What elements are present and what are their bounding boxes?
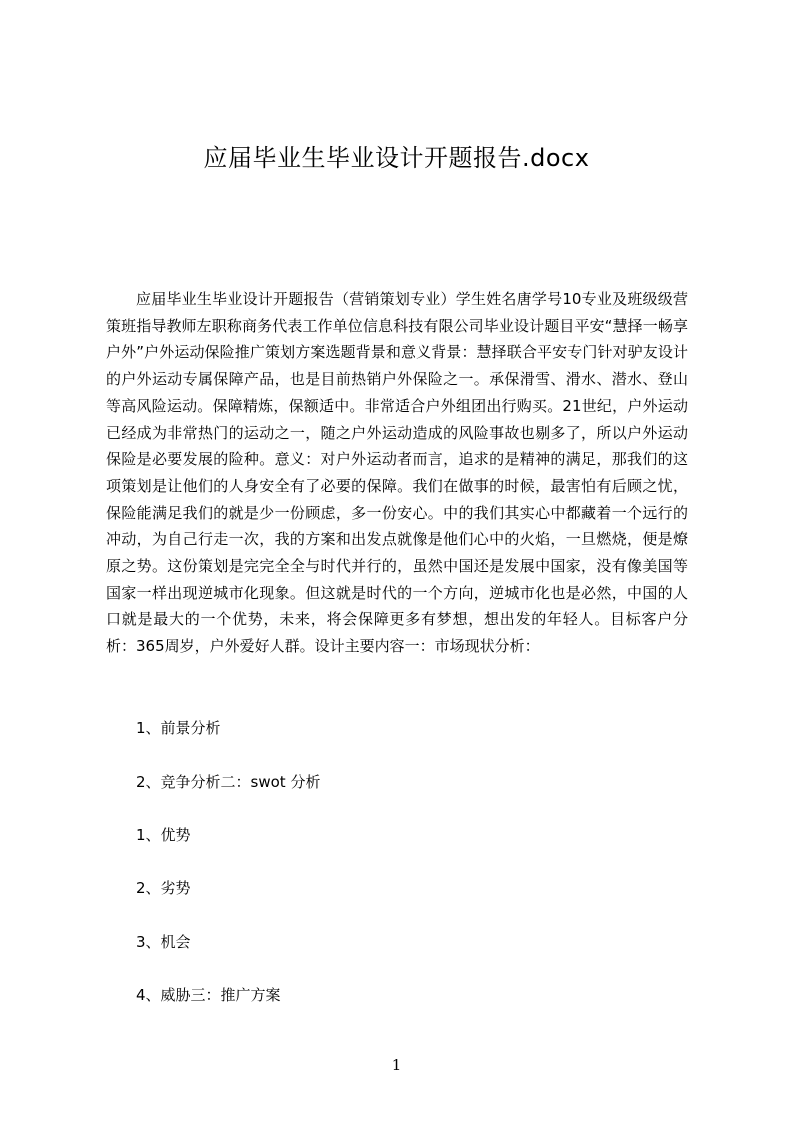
list-item-1: 1、前景分析	[136, 719, 221, 737]
list-item-6: 4、威胁三：推广方案	[136, 986, 281, 1004]
list-item-4: 2、劣势	[136, 879, 191, 897]
body-paragraph: 应届毕业生毕业设计开题报告（营销策划专业）学生姓名唐学号10专业及班级级营策班指导教师左职称商务代表工作单位信息科技有限公司毕业设计题目平安“慧择一畅享户外”户外运动保险推广策划方案选题背景和意义背景：慧择联合平安专门针对驴友设计的户外运动专属保障产品，也是目前热销户外保险之一。承保滑雪、滑水、潜水、登山等高风险运动。保障精炼，保额适中。非常适合户外组团出行购买。21世纪，户外运动已经成为非常热门的运动之一，随之户外运动造成的风险事故也剔多了，所以户外运动保险是必要发展的险种。意义：对户外运动者而言，追求的是精神的满足，那我们的这项策划是让他们的人身安全有了必要的保障。我们在做事的时候，最害怕有后顾之忧，保险能满足我们的就是少一份顾虑，多一份安心。中的我们其实心中都藏着一个远行的冲动，为自己行走一次，我的方案和出发点就像是他们心中的火焰，一旦燃烧，便是燎原之势。这份策划是完完全全与时代并行的，虽然中国还是发展中国家，没有像美国等国家一样出现逆城市化现象。但这就是时代的一个方向，逆城市化也是必然，中国的人口就是最大的一个优势，未来，将会保障更多有梦想，想出发的年轻人。目标客户分析：365周岁，户外爱好人群。设计主要内容一：市场现状分析：	[106, 290, 688, 656]
list-item-2: 2、竞争分析二：swot 分析	[136, 773, 321, 791]
page-number: 1	[391, 1056, 402, 1074]
list-item-5: 3、机会	[136, 933, 191, 951]
document-title: 应届毕业生毕业设计开题报告.docx	[203, 144, 590, 172]
list-item-3: 1、优势	[136, 826, 191, 844]
